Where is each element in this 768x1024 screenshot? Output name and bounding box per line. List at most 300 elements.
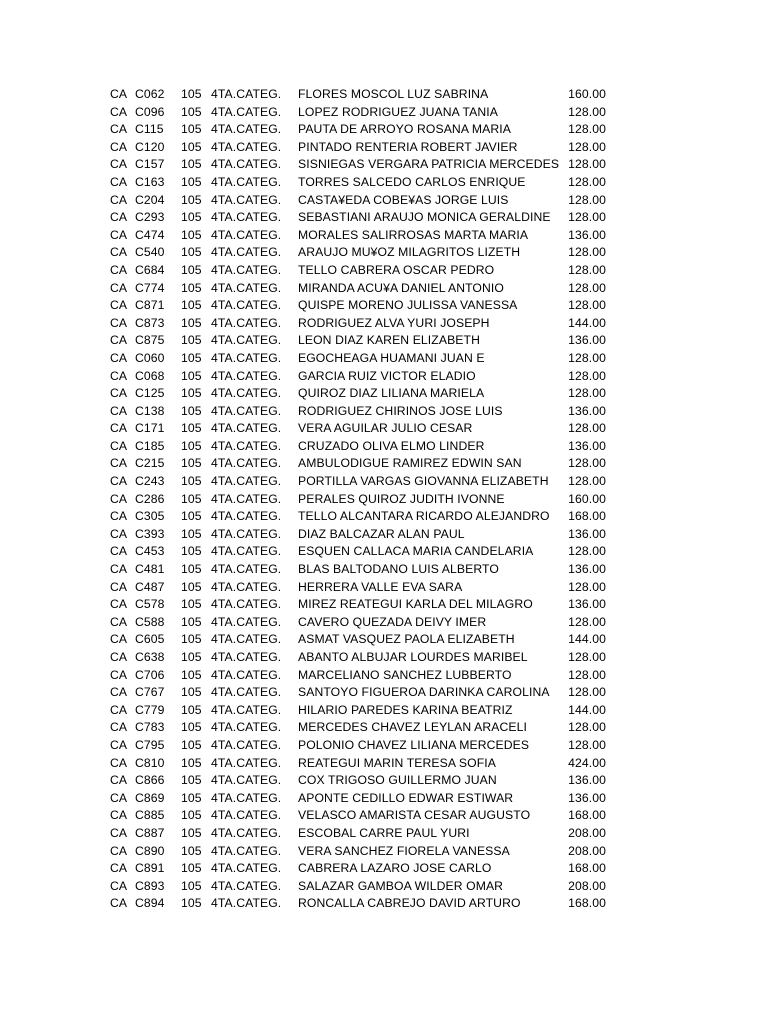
row-name: QUISPE MORENO JULISSA VANESSA bbox=[298, 298, 518, 313]
table-row bbox=[0, 192, 768, 210]
row-name: AMBULODIGUE RAMIREZ EDWIN SAN bbox=[298, 456, 522, 471]
row-category: 4TA.CATEG. bbox=[211, 861, 282, 876]
row-code: C871 bbox=[135, 298, 165, 313]
row-category: 4TA.CATEG. bbox=[211, 403, 282, 418]
table-row bbox=[0, 332, 768, 350]
row-type: CA bbox=[110, 685, 128, 700]
row-code: C890 bbox=[135, 843, 165, 858]
row-number: 105 bbox=[181, 597, 202, 612]
row-category: 4TA.CATEG. bbox=[211, 245, 282, 260]
row-amount: 128.00 bbox=[568, 350, 606, 365]
row-amount: 128.00 bbox=[568, 614, 606, 629]
row-type: CA bbox=[110, 562, 128, 577]
row-name: RONCALLA CABREJO DAVID ARTURO bbox=[298, 896, 521, 911]
row-amount: 208.00 bbox=[568, 878, 606, 893]
row-amount: 128.00 bbox=[568, 174, 606, 189]
row-type: CA bbox=[110, 438, 128, 453]
row-category: 4TA.CATEG. bbox=[211, 491, 282, 506]
row-amount: 128.00 bbox=[568, 685, 606, 700]
row-code: C875 bbox=[135, 333, 165, 348]
row-code: C068 bbox=[135, 368, 165, 383]
row-category: 4TA.CATEG. bbox=[211, 685, 282, 700]
table-row bbox=[0, 596, 768, 614]
row-amount: 128.00 bbox=[568, 104, 606, 119]
row-type: CA bbox=[110, 174, 128, 189]
row-code: C767 bbox=[135, 685, 165, 700]
table-row bbox=[0, 403, 768, 421]
row-amount: 128.00 bbox=[568, 474, 606, 489]
row-type: CA bbox=[110, 315, 128, 330]
row-amount: 128.00 bbox=[568, 210, 606, 225]
row-code: C096 bbox=[135, 104, 165, 119]
row-amount: 136.00 bbox=[568, 562, 606, 577]
row-code: C115 bbox=[135, 122, 164, 137]
row-number: 105 bbox=[181, 509, 202, 524]
row-number: 105 bbox=[181, 386, 202, 401]
row-category: 4TA.CATEG. bbox=[211, 825, 282, 840]
row-name: VERA SANCHEZ FIORELA VANESSA bbox=[298, 843, 510, 858]
row-name: PINTADO RENTERIA ROBERT JAVIER bbox=[298, 139, 518, 154]
row-name: MIREZ REATEGUI KARLA DEL MILAGRO bbox=[298, 597, 533, 612]
row-number: 105 bbox=[181, 491, 202, 506]
row-amount: 128.00 bbox=[568, 650, 606, 664]
row-category: 4TA.CATEG. bbox=[211, 315, 282, 330]
row-category: 4TA.CATEG. bbox=[211, 157, 282, 172]
row-type: CA bbox=[110, 579, 128, 594]
row-name: MERCEDES CHAVEZ LEYLAN ARACELI bbox=[298, 720, 527, 735]
table-row bbox=[0, 543, 768, 561]
row-amount: 168.00 bbox=[568, 509, 606, 524]
row-amount: 128.00 bbox=[568, 456, 606, 471]
row-code: C795 bbox=[135, 737, 165, 752]
row-category: 4TA.CATEG. bbox=[211, 438, 282, 453]
row-category: 4TA.CATEG. bbox=[211, 333, 282, 348]
row-name: FLORES MOSCOL LUZ SABRINA bbox=[298, 87, 489, 101]
row-amount: 136.00 bbox=[568, 227, 606, 242]
table-row bbox=[0, 104, 768, 122]
row-type: CA bbox=[110, 245, 128, 260]
table-row bbox=[0, 209, 768, 227]
table-row bbox=[0, 385, 768, 403]
table-row bbox=[0, 438, 768, 456]
row-category: 4TA.CATEG. bbox=[211, 139, 282, 154]
row-name: LOPEZ RODRIGUEZ JUANA TANIA bbox=[298, 104, 498, 119]
table-row bbox=[0, 579, 768, 597]
row-amount: 128.00 bbox=[568, 262, 606, 277]
row-code: C588 bbox=[135, 614, 165, 629]
table-row bbox=[0, 860, 768, 878]
row-number: 105 bbox=[181, 262, 202, 277]
row-name: VERA AGUILAR JULIO CESAR bbox=[298, 421, 473, 436]
row-amount: 136.00 bbox=[568, 773, 606, 788]
row-name: PERALES QUIROZ JUDITH IVONNE bbox=[298, 491, 505, 506]
row-category: 4TA.CATEG. bbox=[211, 104, 282, 119]
row-name: ESCOBAL CARRE PAUL YURI bbox=[298, 825, 470, 840]
row-number: 105 bbox=[181, 650, 202, 664]
row-code: C474 bbox=[135, 227, 165, 242]
table-row bbox=[0, 825, 768, 843]
row-code: C138 bbox=[135, 403, 165, 418]
row-number: 105 bbox=[181, 773, 202, 788]
row-name: SALAZAR GAMBOA WILDER OMAR bbox=[298, 878, 504, 893]
payment-listing bbox=[0, 86, 768, 913]
row-name: APONTE CEDILLO EDWAR ESTIWAR bbox=[298, 790, 514, 805]
row-type: CA bbox=[110, 755, 128, 770]
row-type: CA bbox=[110, 192, 128, 207]
row-number: 105 bbox=[181, 737, 202, 752]
row-number: 105 bbox=[181, 720, 202, 735]
table-row bbox=[0, 174, 768, 192]
table-row bbox=[0, 244, 768, 262]
row-type: CA bbox=[110, 878, 128, 893]
row-type: CA bbox=[110, 614, 128, 629]
row-amount: 128.00 bbox=[568, 192, 606, 207]
row-amount: 168.00 bbox=[568, 896, 606, 911]
row-number: 105 bbox=[181, 368, 202, 383]
row-amount: 136.00 bbox=[568, 333, 606, 348]
row-category: 4TA.CATEG. bbox=[211, 896, 282, 911]
row-amount: 128.00 bbox=[568, 737, 606, 752]
row-category: 4TA.CATEG. bbox=[211, 87, 282, 101]
row-code: C638 bbox=[135, 650, 165, 664]
row-category: 4TA.CATEG. bbox=[211, 843, 282, 858]
row-type: CA bbox=[110, 544, 128, 559]
row-code: C810 bbox=[135, 755, 165, 770]
row-amount: 208.00 bbox=[568, 843, 606, 858]
table-row bbox=[0, 491, 768, 509]
row-code: C894 bbox=[135, 896, 165, 911]
row-code: C185 bbox=[135, 438, 165, 453]
table-row bbox=[0, 350, 768, 368]
row-name: HERRERA VALLE EVA SARA bbox=[298, 579, 463, 594]
row-type: CA bbox=[110, 262, 128, 277]
row-code: C204 bbox=[135, 192, 165, 207]
row-amount: 136.00 bbox=[568, 438, 606, 453]
row-category: 4TA.CATEG. bbox=[211, 386, 282, 401]
row-number: 105 bbox=[181, 227, 202, 242]
row-category: 4TA.CATEG. bbox=[211, 298, 282, 313]
row-number: 105 bbox=[181, 192, 202, 207]
row-category: 4TA.CATEG. bbox=[211, 262, 282, 277]
table-row bbox=[0, 667, 768, 685]
row-number: 105 bbox=[181, 562, 202, 577]
row-name: TELLO CABRERA OSCAR PEDRO bbox=[298, 262, 495, 277]
row-category: 4TA.CATEG. bbox=[211, 456, 282, 471]
row-amount: 144.00 bbox=[568, 702, 606, 717]
row-category: 4TA.CATEG. bbox=[211, 544, 282, 559]
row-type: CA bbox=[110, 737, 128, 752]
table-row bbox=[0, 280, 768, 298]
row-name: BLAS BALTODANO LUIS ALBERTO bbox=[298, 562, 499, 577]
row-number: 105 bbox=[181, 755, 202, 770]
row-number: 105 bbox=[181, 315, 202, 330]
row-number: 105 bbox=[181, 632, 202, 647]
row-type: CA bbox=[110, 456, 128, 471]
row-category: 4TA.CATEG. bbox=[211, 808, 282, 823]
table-row bbox=[0, 86, 768, 104]
row-type: CA bbox=[110, 298, 128, 313]
table-row bbox=[0, 508, 768, 526]
row-code: C684 bbox=[135, 262, 165, 277]
row-amount: 208.00 bbox=[568, 825, 606, 840]
table-row bbox=[0, 227, 768, 245]
table-row bbox=[0, 473, 768, 491]
row-code: C779 bbox=[135, 702, 165, 717]
table-row bbox=[0, 843, 768, 861]
row-category: 4TA.CATEG. bbox=[211, 667, 282, 682]
row-number: 105 bbox=[181, 808, 202, 823]
row-amount: 160.00 bbox=[568, 87, 606, 101]
row-number: 105 bbox=[181, 896, 202, 911]
row-name: RODRIGUEZ CHIRINOS JOSE LUIS bbox=[298, 403, 503, 418]
row-code: C120 bbox=[135, 139, 165, 154]
row-name: CAVERO QUEZADA DEIVY IMER bbox=[298, 614, 487, 629]
row-number: 105 bbox=[181, 526, 202, 541]
row-type: CA bbox=[110, 227, 128, 242]
row-type: CA bbox=[110, 280, 128, 295]
row-name: MORALES SALIRROSAS MARTA MARIA bbox=[298, 227, 529, 242]
row-number: 105 bbox=[181, 825, 202, 840]
row-code: C305 bbox=[135, 509, 165, 524]
table-row bbox=[0, 649, 768, 667]
row-amount: 128.00 bbox=[568, 368, 606, 383]
row-type: CA bbox=[110, 896, 128, 911]
row-type: CA bbox=[110, 491, 128, 506]
row-number: 105 bbox=[181, 403, 202, 418]
row-name: REATEGUI MARIN TERESA SOFIA bbox=[298, 755, 496, 770]
row-category: 4TA.CATEG. bbox=[211, 474, 282, 489]
row-type: CA bbox=[110, 773, 128, 788]
row-amount: 136.00 bbox=[568, 597, 606, 612]
row-amount: 168.00 bbox=[568, 861, 606, 876]
table-row bbox=[0, 772, 768, 790]
row-name: CASTA¥EDA COBE¥AS JORGE LUIS bbox=[298, 192, 509, 207]
row-category: 4TA.CATEG. bbox=[211, 790, 282, 805]
row-type: CA bbox=[110, 421, 128, 436]
row-name: ABANTO ALBUJAR LOURDES MARIBEL bbox=[298, 650, 528, 664]
row-code: C481 bbox=[135, 562, 165, 577]
table-row bbox=[0, 895, 768, 913]
row-category: 4TA.CATEG. bbox=[211, 122, 282, 137]
row-name: LEON DIAZ KAREN ELIZABETH bbox=[298, 333, 480, 348]
row-type: CA bbox=[110, 104, 128, 119]
row-number: 105 bbox=[181, 298, 202, 313]
table-row bbox=[0, 139, 768, 157]
row-code: C774 bbox=[135, 280, 165, 295]
row-number: 105 bbox=[181, 579, 202, 594]
row-number: 105 bbox=[181, 421, 202, 436]
row-type: CA bbox=[110, 333, 128, 348]
row-amount: 128.00 bbox=[568, 720, 606, 735]
row-name: COX TRIGOSO GUILLERMO JUAN bbox=[298, 773, 497, 788]
row-category: 4TA.CATEG. bbox=[211, 368, 282, 383]
table-row bbox=[0, 561, 768, 579]
row-code: C125 bbox=[135, 386, 165, 401]
row-number: 105 bbox=[181, 702, 202, 717]
row-number: 105 bbox=[181, 843, 202, 858]
row-category: 4TA.CATEG. bbox=[211, 737, 282, 752]
row-name: MARCELIANO SANCHEZ LUBBERTO bbox=[298, 667, 512, 682]
row-number: 105 bbox=[181, 122, 202, 137]
table-row bbox=[0, 755, 768, 773]
table-row bbox=[0, 526, 768, 544]
row-category: 4TA.CATEG. bbox=[211, 878, 282, 893]
row-amount: 128.00 bbox=[568, 122, 606, 137]
row-code: C706 bbox=[135, 667, 165, 682]
row-category: 4TA.CATEG. bbox=[211, 562, 282, 577]
row-type: CA bbox=[110, 403, 128, 418]
row-code: C866 bbox=[135, 773, 165, 788]
row-type: CA bbox=[110, 597, 128, 612]
row-category: 4TA.CATEG. bbox=[211, 421, 282, 436]
table-row bbox=[0, 262, 768, 280]
row-category: 4TA.CATEG. bbox=[211, 632, 282, 647]
row-type: CA bbox=[110, 474, 128, 489]
row-category: 4TA.CATEG. bbox=[211, 614, 282, 629]
row-name: ESQUEN CALLACA MARIA CANDELARIA bbox=[298, 544, 534, 559]
row-amount: 128.00 bbox=[568, 139, 606, 154]
table-row bbox=[0, 315, 768, 333]
row-code: C540 bbox=[135, 245, 165, 260]
row-name: ASMAT VASQUEZ PAOLA ELIZABETH bbox=[298, 632, 515, 647]
row-number: 105 bbox=[181, 87, 202, 101]
row-type: CA bbox=[110, 632, 128, 647]
row-amount: 128.00 bbox=[568, 579, 606, 594]
row-code: C893 bbox=[135, 878, 165, 893]
row-amount: 128.00 bbox=[568, 157, 606, 172]
row-category: 4TA.CATEG. bbox=[211, 192, 282, 207]
row-amount: 128.00 bbox=[568, 421, 606, 436]
row-category: 4TA.CATEG. bbox=[211, 174, 282, 189]
row-number: 105 bbox=[181, 280, 202, 295]
row-number: 105 bbox=[181, 878, 202, 893]
row-type: CA bbox=[110, 87, 128, 101]
row-name: HILARIO PAREDES KARINA BEATRIZ bbox=[298, 702, 513, 717]
table-row bbox=[0, 631, 768, 649]
row-code: C873 bbox=[135, 315, 165, 330]
row-amount: 144.00 bbox=[568, 632, 606, 647]
row-category: 4TA.CATEG. bbox=[211, 526, 282, 541]
row-type: CA bbox=[110, 122, 128, 137]
row-category: 4TA.CATEG. bbox=[211, 650, 282, 664]
row-code: C487 bbox=[135, 579, 165, 594]
row-number: 105 bbox=[181, 456, 202, 471]
row-code: C869 bbox=[135, 790, 165, 805]
row-category: 4TA.CATEG. bbox=[211, 280, 282, 295]
row-amount: 136.00 bbox=[568, 790, 606, 805]
row-name: POLONIO CHAVEZ LILIANA MERCEDES bbox=[298, 737, 530, 752]
row-code: C891 bbox=[135, 861, 165, 876]
row-name: TORRES SALCEDO CARLOS ENRIQUE bbox=[298, 174, 526, 189]
row-code: C885 bbox=[135, 808, 165, 823]
row-name: EGOCHEAGA HUAMANI JUAN E bbox=[298, 350, 485, 365]
row-name: SEBASTIANI ARAUJO MONICA GERALDINE bbox=[298, 210, 551, 225]
row-type: CA bbox=[110, 526, 128, 541]
row-code: C171 bbox=[135, 421, 165, 436]
row-number: 105 bbox=[181, 350, 202, 365]
row-amount: 128.00 bbox=[568, 667, 606, 682]
row-number: 105 bbox=[181, 667, 202, 682]
row-code: C163 bbox=[135, 174, 165, 189]
table-row bbox=[0, 878, 768, 896]
row-name: SANTOYO FIGUEROA DARINKA CAROLINA bbox=[298, 685, 550, 700]
row-number: 105 bbox=[181, 210, 202, 225]
row-type: CA bbox=[110, 350, 128, 365]
row-name: DIAZ BALCAZAR ALAN PAUL bbox=[298, 526, 465, 541]
table-row bbox=[0, 121, 768, 139]
row-number: 105 bbox=[181, 544, 202, 559]
table-row bbox=[0, 420, 768, 438]
row-name: PORTILLA VARGAS GIOVANNA ELIZABETH bbox=[298, 474, 549, 489]
table-row bbox=[0, 737, 768, 755]
table-row bbox=[0, 614, 768, 632]
row-name: QUIROZ DIAZ LILIANA MARIELA bbox=[298, 386, 485, 401]
row-amount: 136.00 bbox=[568, 526, 606, 541]
table-row bbox=[0, 297, 768, 315]
row-name: SISNIEGAS VERGARA PATRICIA MERCEDES bbox=[298, 157, 560, 172]
row-code: C783 bbox=[135, 720, 165, 735]
row-amount: 128.00 bbox=[568, 386, 606, 401]
table-row bbox=[0, 368, 768, 386]
row-number: 105 bbox=[181, 790, 202, 805]
row-type: CA bbox=[110, 210, 128, 225]
row-number: 105 bbox=[181, 333, 202, 348]
row-name: MIRANDA ACU¥A DANIEL ANTONIO bbox=[298, 280, 504, 295]
table-row bbox=[0, 702, 768, 720]
row-name: PAUTA DE ARROYO ROSANA MARIA bbox=[298, 122, 511, 137]
row-number: 105 bbox=[181, 157, 202, 172]
row-code: C286 bbox=[135, 491, 165, 506]
row-type: CA bbox=[110, 702, 128, 717]
row-code: C243 bbox=[135, 474, 165, 489]
row-category: 4TA.CATEG. bbox=[211, 579, 282, 594]
row-name: GARCIA RUIZ VICTOR ELADIO bbox=[298, 368, 476, 383]
row-type: CA bbox=[110, 667, 128, 682]
table-row bbox=[0, 719, 768, 737]
row-number: 105 bbox=[181, 174, 202, 189]
row-code: C060 bbox=[135, 350, 165, 365]
row-type: CA bbox=[110, 720, 128, 735]
row-number: 105 bbox=[181, 104, 202, 119]
row-number: 105 bbox=[181, 685, 202, 700]
row-name: ARAUJO MU¥OZ MILAGRITOS LIZETH bbox=[298, 245, 521, 260]
row-category: 4TA.CATEG. bbox=[211, 509, 282, 524]
table-row bbox=[0, 807, 768, 825]
row-number: 105 bbox=[181, 861, 202, 876]
row-number: 105 bbox=[181, 614, 202, 629]
row-code: C453 bbox=[135, 544, 165, 559]
table-row bbox=[0, 790, 768, 808]
row-type: CA bbox=[110, 157, 128, 172]
row-code: C605 bbox=[135, 632, 165, 647]
row-category: 4TA.CATEG. bbox=[211, 597, 282, 612]
row-name: CABRERA LAZARO JOSE CARLO bbox=[298, 861, 492, 876]
row-amount: 128.00 bbox=[568, 245, 606, 260]
row-category: 4TA.CATEG. bbox=[211, 720, 282, 735]
row-code: C062 bbox=[135, 87, 165, 101]
row-type: CA bbox=[110, 790, 128, 805]
row-type: CA bbox=[110, 843, 128, 858]
row-category: 4TA.CATEG. bbox=[211, 227, 282, 242]
row-code: C887 bbox=[135, 825, 165, 840]
row-amount: 128.00 bbox=[568, 298, 606, 313]
table-row bbox=[0, 684, 768, 702]
row-type: CA bbox=[110, 509, 128, 524]
row-code: C578 bbox=[135, 597, 165, 612]
row-type: CA bbox=[110, 650, 128, 664]
row-category: 4TA.CATEG. bbox=[211, 702, 282, 717]
row-name: CRUZADO OLIVA ELMO LINDER bbox=[298, 438, 485, 453]
